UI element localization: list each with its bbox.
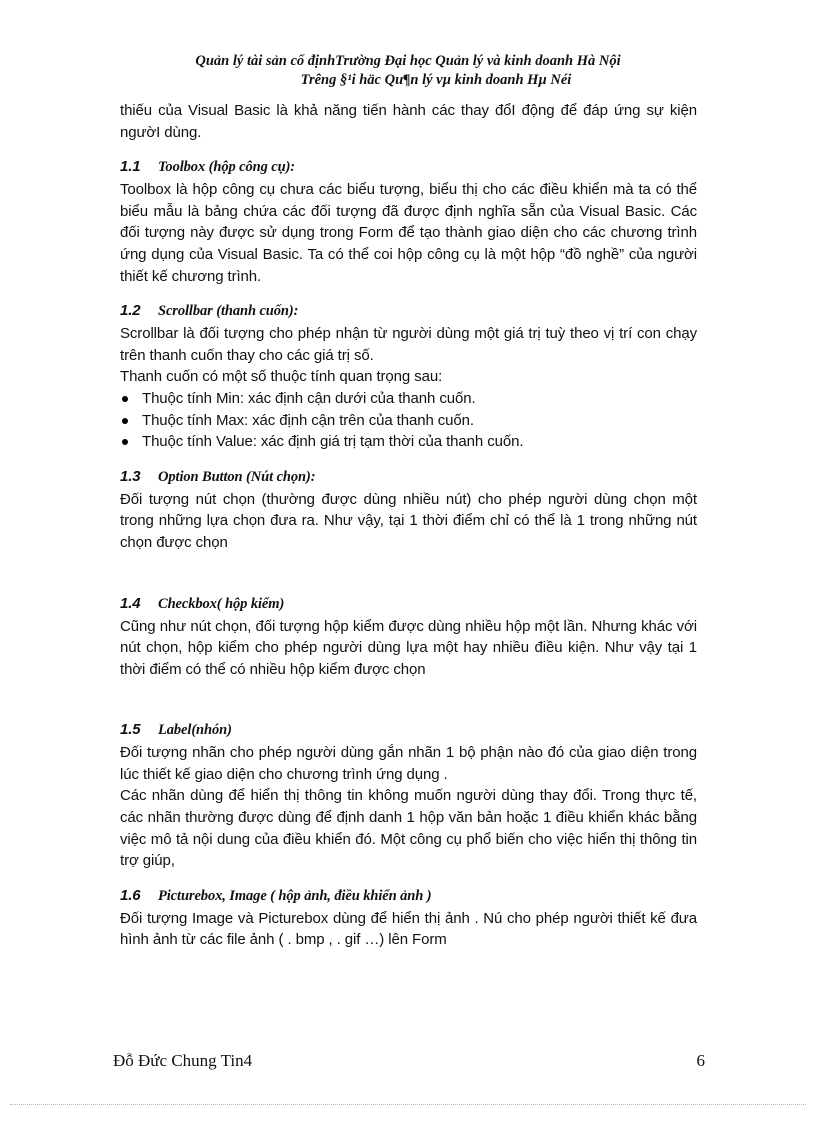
section-heading-checkbox [120, 594, 697, 614]
section-paragraph: Toolbox là hộp công cụ chưa các biểu tượng, biểu thị cho các điều khiển mà ta có thể biểu mẫu là bảng chứa các đối tượng đã được định nghĩa sẵn của Visual Basic. Các đối tượng này được sử dụng trong Form để tạo thành giao diện cho các chương trình ứng dụng của Visual Basic. Ta có thể coi hộp công cụ là một hộp “đồ nghề” của người thiết kế chương trình. [120, 181, 697, 285]
section-title: Option Button (Nút chọn): [158, 468, 316, 485]
section-heading-label [120, 720, 697, 740]
list-item: Thuộc tính Min: xác định cận dưới của thanh cuốn. [120, 388, 697, 410]
section-heading-scrollbar [120, 301, 697, 321]
section-heading-toolbox [120, 157, 697, 177]
section-title: Picturebox, Image ( hộp ảnh, điều khiển ảnh ) [158, 887, 432, 904]
document-body [120, 100, 697, 951]
section-paragraph: Thanh cuốn có một số thuộc tính quan trọng sau: [120, 368, 443, 386]
section-number: 1.2 [120, 302, 141, 320]
section-paragraph: Đối tượng nhãn cho phép người dùng gắn nhãn 1 bộ phận nào đó của giao diện trong lúc thiết kế giao diện cho chương trình ứng dụng . [120, 744, 697, 783]
section-number: 1.4 [120, 594, 141, 612]
page-bottom-divider [10, 1104, 806, 1105]
section-title: Checkbox( hộp kiểm) [158, 595, 285, 612]
list-item: Thuộc tính Max: xác định cận trên của thanh cuốn. [120, 410, 697, 432]
section-heading-option-button [120, 467, 697, 487]
header-line-2: Trêng §¹i häc Qu¶n lý vµ kinh doanh Hµ Néi [300, 72, 572, 88]
section-paragraph: Đối tượng Image và Picturebox dùng để hiển thị ảnh . Nú cho phép người thiết kế đưa hình ảnh từ các file ảnh ( . bmp , . gif …) lên Form [120, 909, 697, 949]
section-heading-picturebox [120, 886, 697, 906]
list-item: Thuộc tính Value: xác định giá trị tạm thời của thanh cuốn. [120, 431, 697, 453]
section-paragraph: Scrollbar là đối tượng cho phép nhận từ người dùng một giá trị tuỳ theo vị trí con chạy trên thanh cuốn thay cho các giá trị số. [120, 325, 697, 364]
section-title: Label(nhón) [158, 722, 232, 739]
section-number: 1.3 [120, 467, 141, 485]
section-paragraph: Đối tượng nút chọn (thường được dùng nhiều nút) cho phép người dùng chọn một trong những lựa chọn đưa ra. Như vậy, tại 1 thời điểm chỉ có thể là 1 trong những nút chọn được chọn [120, 490, 697, 551]
section-paragraph: Các nhãn dùng để hiển thị thông tin không muốn người dùng thay đổi. Trong thực tế, các nhãn thường được dùng để định danh 1 hộp văn bản hoặc 1 điều khiển khác bằng việc mô tả nội dung của điều khiển đó. Một công cụ phổ biến cho việc hiển thị thông tin trợ giúp, [120, 787, 697, 870]
section-number: 1.5 [120, 721, 141, 739]
intro-paragraph: thiếu của Visual Basic là khả năng tiến hành các thay đổI động để đáp ứng sự kiện ngườI dùng. [120, 102, 697, 141]
page-header [0, 52, 816, 90]
header-line-1: Quản lý tài sản cố địnhTrường Đại học Quản lý và kinh doanh Hà Nội [195, 53, 621, 69]
section-number: 1.1 [120, 158, 141, 176]
property-list [120, 388, 697, 453]
section-paragraph: Cũng như nút chọn, đối tượng hộp kiểm được dùng nhiều hộp một lần. Nhưng khác với nút chọn, hộp kiểm cho phép người dùng lựa một hay nhiều điều kiện. Như vậy tại 1 thời điểm có thể có nhiều hộp kiểm được chọn [120, 617, 697, 678]
section-title: Scrollbar (thanh cuốn): [158, 303, 299, 320]
footer-author: Đỗ Đức Chung Tin4 [113, 1051, 253, 1070]
section-title: Toolbox (hộp công cụ): [158, 159, 296, 176]
page-number: 6 [696, 1051, 705, 1070]
page-footer [113, 1051, 705, 1071]
section-number: 1.6 [120, 886, 141, 904]
